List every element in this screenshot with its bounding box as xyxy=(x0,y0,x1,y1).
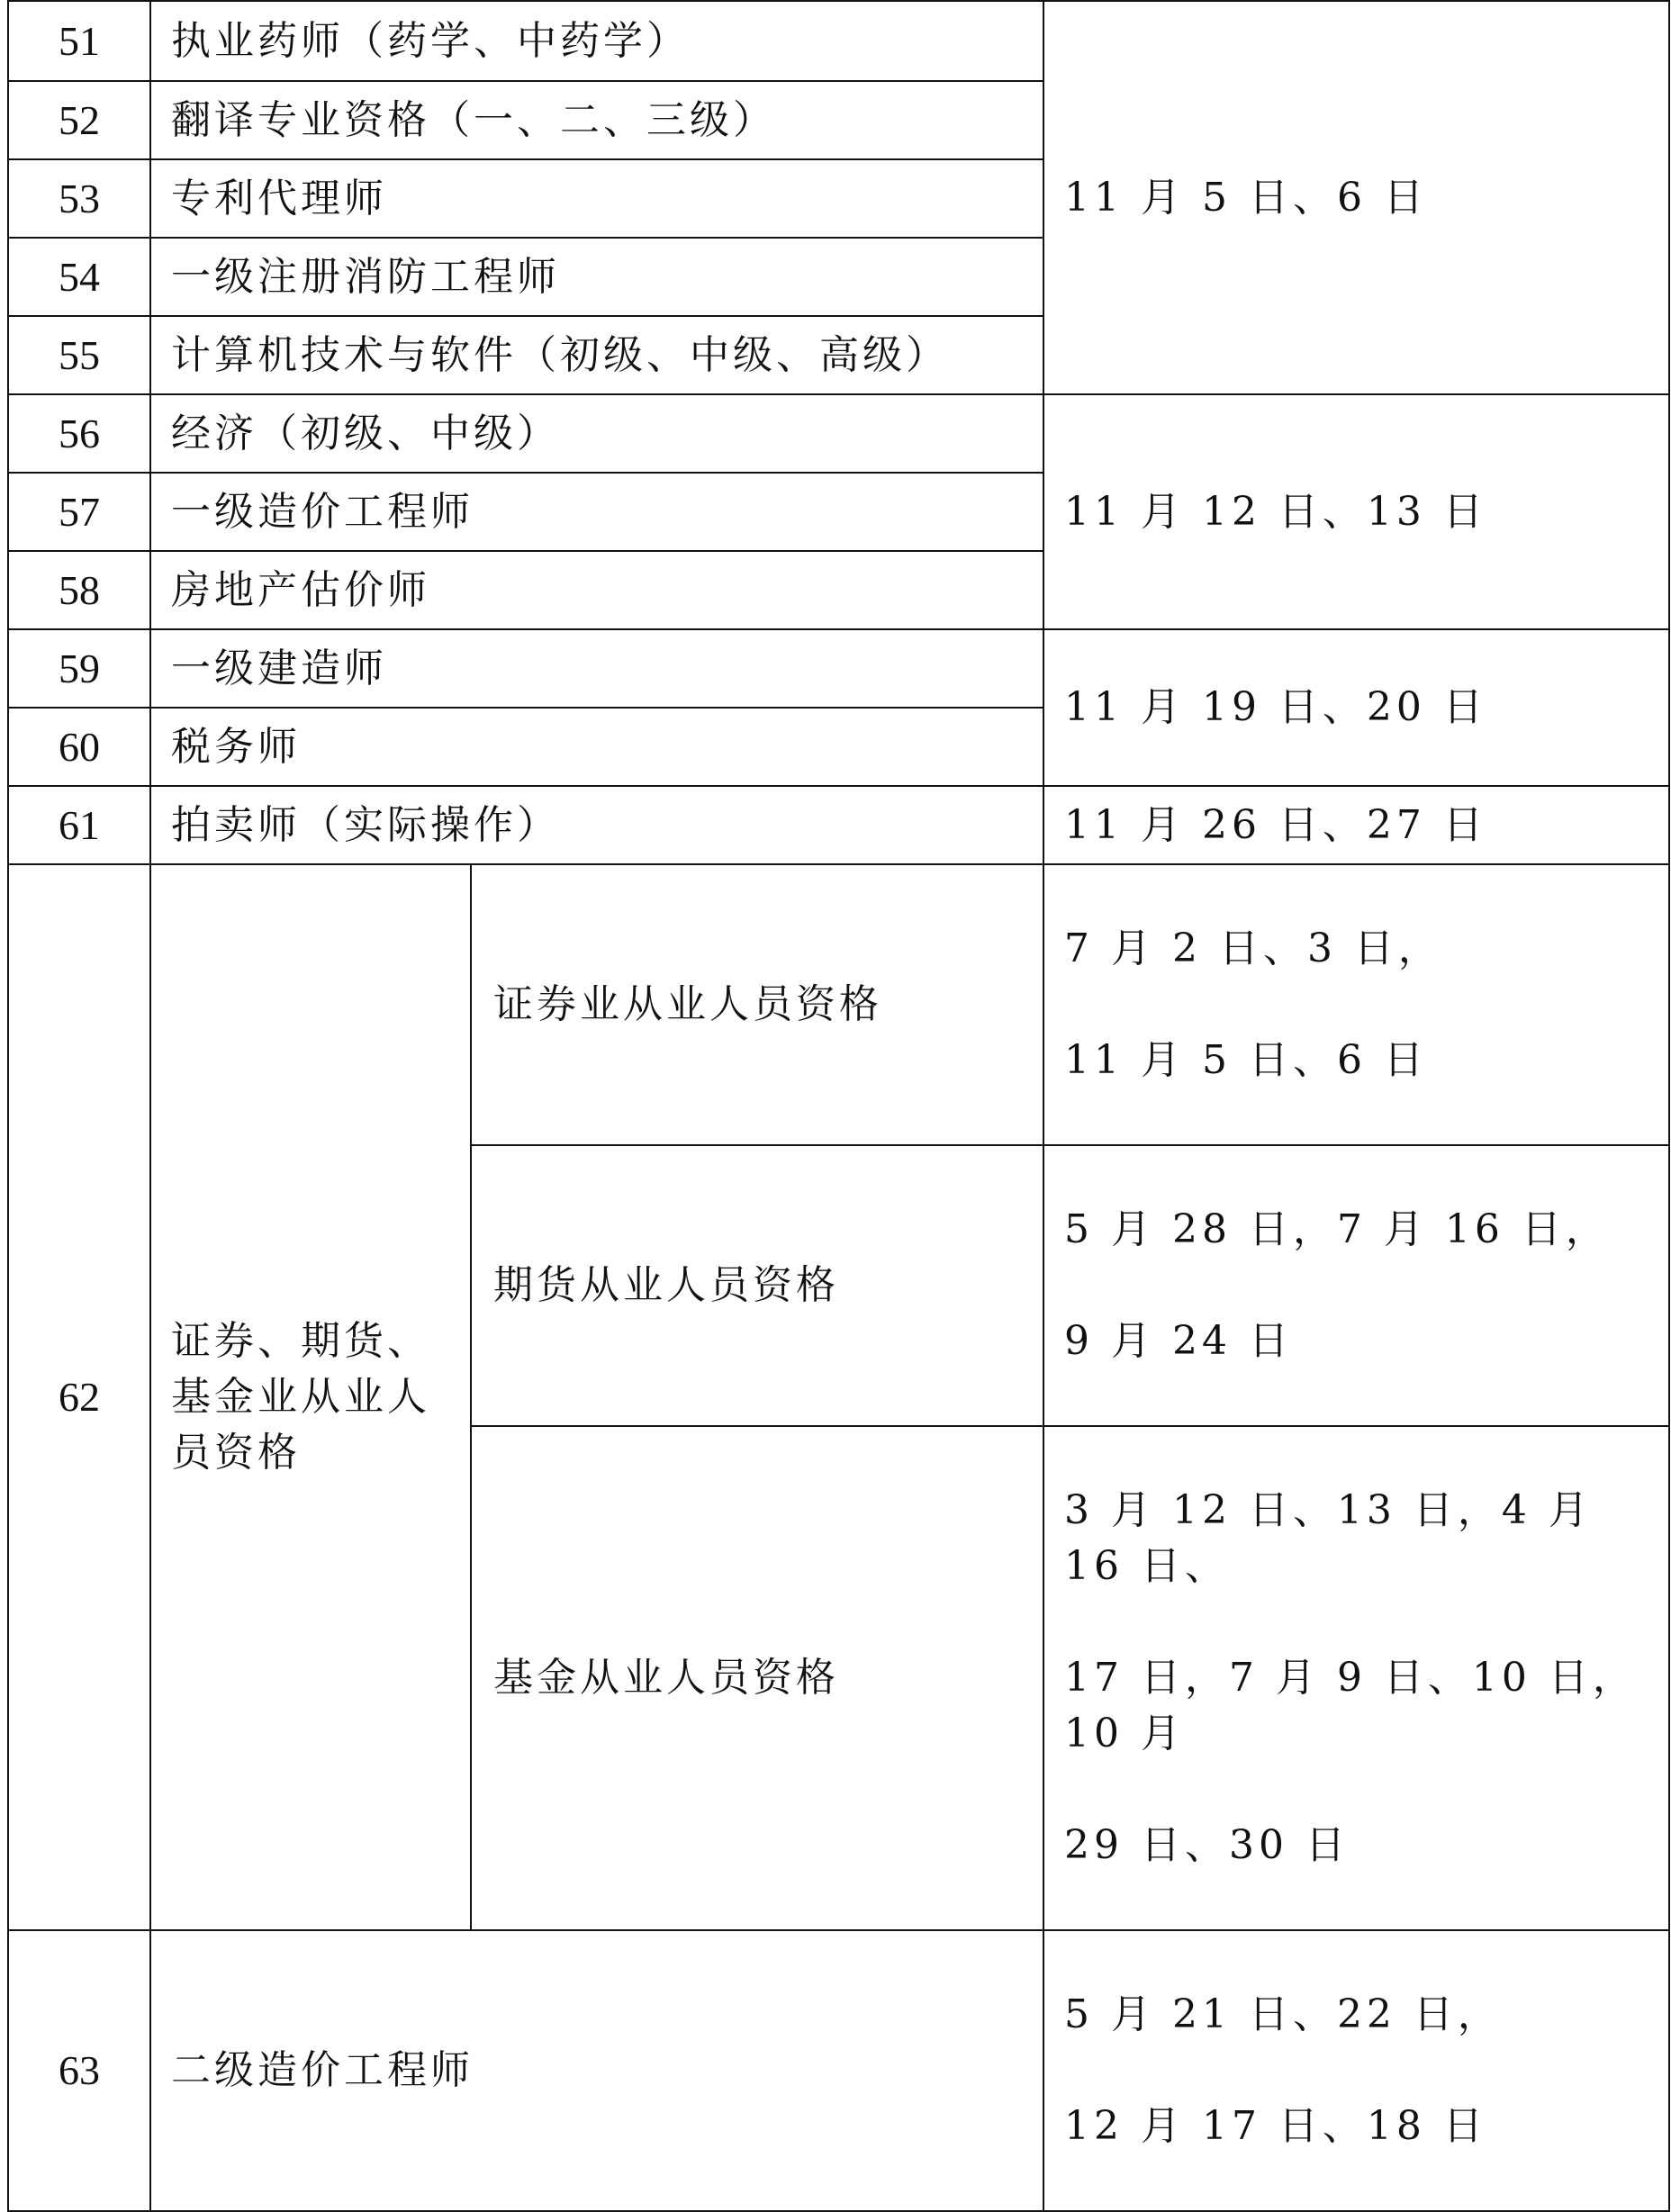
row-number: 61 xyxy=(8,786,150,864)
table-row xyxy=(8,394,1669,473)
exam-date-line: 7 月 2 日、3 日， xyxy=(1064,925,1442,971)
table-row xyxy=(8,1930,1669,2211)
exam-name: 税务师 xyxy=(150,708,1043,786)
row-number: 51 xyxy=(8,1,150,81)
table-row xyxy=(8,786,1669,864)
exam-date xyxy=(1043,864,1669,1145)
table-row xyxy=(8,864,1669,1145)
exam-name: 二级造价工程师 xyxy=(150,1930,1043,2211)
row-number: 52 xyxy=(8,81,150,159)
exam-name: 专利代理师 xyxy=(150,159,1043,238)
row-number: 62 xyxy=(8,864,150,1930)
row-number: 57 xyxy=(8,473,150,551)
exam-name: 经济（初级、中级） xyxy=(150,394,1043,473)
exam-date xyxy=(1043,1930,1669,2211)
exam-group-name xyxy=(150,864,471,1930)
exam-name: 计算机技术与软件（初级、中级、高级） xyxy=(150,316,1043,394)
row-number: 53 xyxy=(8,159,150,238)
exam-date-line: 5 月 21 日、22 日， xyxy=(1064,1991,1502,2037)
exam-date-line: 29 日、30 日 xyxy=(1064,1822,1350,1868)
exam-date-line: 12 月 17 日、18 日 xyxy=(1064,2103,1487,2149)
exam-schedule-table xyxy=(7,0,1670,2212)
sub-exam-name: 期货从业人员资格 xyxy=(471,1145,1043,1426)
exam-name: 翻译专业资格（一、二、三级） xyxy=(150,81,1043,159)
table-row xyxy=(8,629,1669,708)
exam-date: 11 月 26 日、27 日 xyxy=(1043,786,1669,864)
row-number: 56 xyxy=(8,394,150,473)
row-number: 59 xyxy=(8,629,150,708)
exam-date-line: 5 月 28 日，7 月 16 日， xyxy=(1064,1206,1610,1252)
exam-group-name-line: 员资格 xyxy=(171,1430,301,1476)
sub-exam-name: 基金从业人员资格 xyxy=(471,1426,1043,1930)
exam-date-line: 11 月 5 日、6 日 xyxy=(1064,1037,1428,1083)
row-number: 60 xyxy=(8,708,150,786)
exam-name: 房地产估价师 xyxy=(150,551,1043,629)
exam-date-line: 3 月 12 日、13 日，4 月 16 日、 xyxy=(1064,1487,1593,1589)
table-row xyxy=(8,1,1669,81)
row-number: 63 xyxy=(8,1930,150,2211)
exam-group-name-line: 基金业从业人 xyxy=(171,1374,430,1420)
exam-name: 一级注册消防工程师 xyxy=(150,238,1043,316)
exam-date: 11 月 12 日、13 日 xyxy=(1043,394,1669,629)
exam-date: 11 月 5 日、6 日 xyxy=(1043,1,1669,394)
sub-exam-name: 证券业从业人员资格 xyxy=(471,864,1043,1145)
exam-date: 11 月 19 日、20 日 xyxy=(1043,629,1669,786)
exam-date xyxy=(1043,1145,1669,1426)
exam-group-name-line: 证券、期货、 xyxy=(171,1318,430,1364)
row-number: 58 xyxy=(8,551,150,629)
exam-name: 一级建造师 xyxy=(150,629,1043,708)
row-number: 54 xyxy=(8,238,150,316)
exam-date-line: 9 月 24 日 xyxy=(1064,1318,1293,1364)
exam-date-line: 17 日，7 月 9 日、10 日，10 月 xyxy=(1064,1655,1637,1756)
exam-name: 拍卖师（实际操作） xyxy=(150,786,1043,864)
exam-date xyxy=(1043,1426,1669,1930)
row-number: 55 xyxy=(8,316,150,394)
exam-name: 执业药师（药学、中药学） xyxy=(150,1,1043,81)
exam-name: 一级造价工程师 xyxy=(150,473,1043,551)
